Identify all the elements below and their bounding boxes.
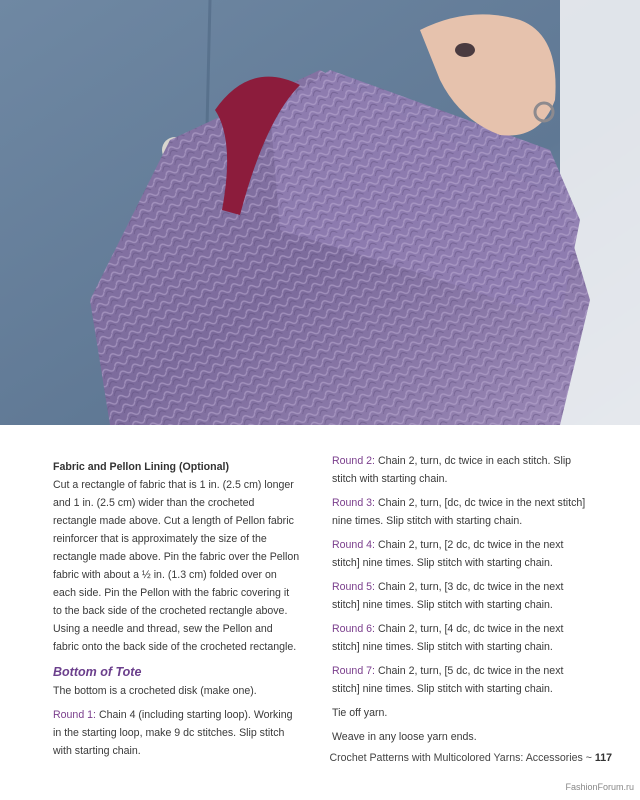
round-2 (332, 452, 588, 488)
weave-text: Weave in any loose yarn ends. (332, 731, 477, 743)
round-7-text: Chain 2, turn, [5 dc, dc twice in the next stitch] nine times. Slip stitch with starting chain. (332, 665, 564, 695)
round-5-label: Round 5: (332, 581, 375, 593)
round-7 (332, 662, 588, 698)
round-3-label: Round 3: (332, 497, 375, 509)
bottom-intro: The bottom is a crocheted disk (make one). (53, 685, 257, 697)
round-2-label: Round 2: (332, 455, 375, 467)
bottom-of-tote-title: Bottom of Tote (53, 665, 142, 679)
round-2-text: Chain 2, turn, dc twice in each stitch. Slip stitch with starting chain. (332, 455, 572, 485)
footer-title: Crochet Patterns with Multicolored Yarns: Accessories ~ (329, 752, 595, 764)
round-4 (332, 536, 588, 572)
watermark: FashionForum.ru (565, 782, 634, 792)
fingernail (455, 43, 475, 57)
lining-heading: Fabric and Pellon Lining (Optional) (53, 461, 229, 473)
round-5 (332, 578, 588, 614)
page-footer (329, 752, 612, 764)
round-1-text: Chain 4 (including starting loop). Working in the starting loop, make 9 dc stitches. Slip stitch with starting chain. (53, 709, 293, 757)
round-4-text: Chain 2, turn, [2 dc, dc twice in the next stitch] nine times. Slip stitch with starting chain. (332, 539, 564, 569)
tie-off-text: Tie off yarn. (332, 707, 388, 719)
round-3-text: Chain 2, turn, [dc, dc twice in the next stitch] nine times. Slip stitch with starting chain. (332, 497, 586, 527)
round-4-label: Round 4: (332, 539, 375, 551)
round-6 (332, 620, 588, 656)
round-1 (53, 706, 300, 760)
round-5-text: Chain 2, turn, [3 dc, dc twice in the next stitch] nine times. Slip stitch with starting chain. (332, 581, 564, 611)
round-7-label: Round 7: (332, 665, 375, 677)
round-6-text: Chain 2, turn, [4 dc, dc twice in the next stitch] nine times. Slip stitch with starting chain. (332, 623, 564, 653)
round-6-label: Round 6: (332, 623, 375, 635)
left-column (53, 458, 300, 760)
round-1-label: Round 1: (53, 709, 96, 721)
page-number: 117 (594, 752, 612, 764)
right-column (332, 452, 588, 752)
round-3 (332, 494, 588, 530)
lining-instructions: Cut a rectangle of fabric that is 1 in. (2.5 cm) longer and 1 in. (2.5 cm) wider than the crocheted rectangle made above. Cut a length of Pellon fabric reinforcer that is approximately the size of the rectangle made above. Pin the fabric over the Pellon fabric with about a ½ in. (1.3 cm) folded over on each side. Pin the Pellon with the fabric covering it to the back side of the crocheted rectangle above. Using a needle and thread, sew the Pellon and fabric onto the back side of the crocheted rectangle. (53, 479, 300, 653)
